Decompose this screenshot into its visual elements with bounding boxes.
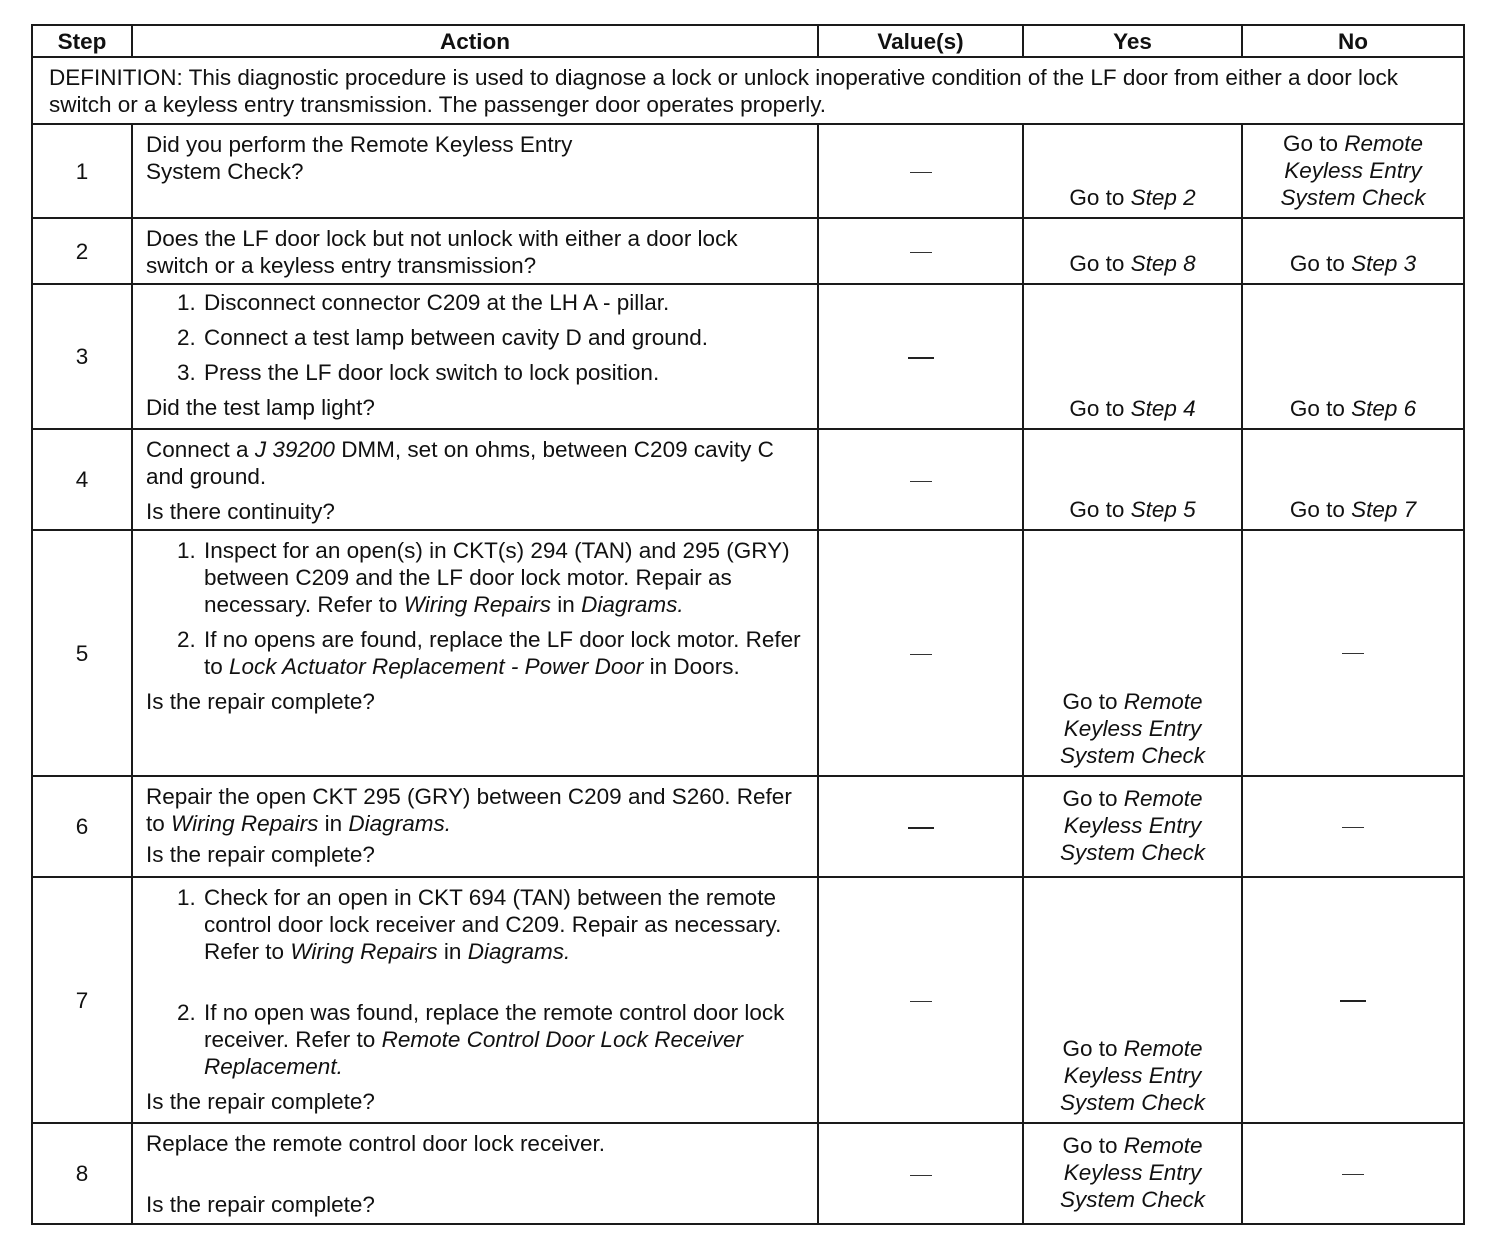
definition-row xyxy=(32,57,1464,124)
header-action: Action xyxy=(132,25,818,57)
no-target: Step 6 xyxy=(1351,396,1417,421)
value-dash xyxy=(910,1175,932,1176)
action-item: 1. Disconnect connector C209 at the LH A - pillar. xyxy=(202,289,809,316)
value-cell xyxy=(818,429,1023,530)
value-dash xyxy=(910,1001,932,1002)
value-dash xyxy=(910,654,932,655)
yes-cell: Go to Step 8 xyxy=(1023,218,1242,284)
value-dash xyxy=(910,172,932,173)
action-item: 3. Press the LF door lock switch to lock position. xyxy=(202,359,809,386)
action-text: Connect a J 39200 DMM, set on ohms, between C209 cavity C and ground. xyxy=(146,437,774,489)
ref-wiring-repairs: Wiring Repairs xyxy=(403,592,552,617)
no-dash xyxy=(1342,1174,1364,1175)
diagnostic-table xyxy=(31,24,1465,1225)
step-number: 2 xyxy=(32,218,132,284)
action-cell xyxy=(132,776,818,877)
action-item: 2. If no opens are found, replace the LF door lock motor. Refer to Lock Actuator Replacement - Power Door in Doors. xyxy=(202,626,802,680)
no-dash xyxy=(1340,1000,1366,1002)
action-text: Did you perform the Remote Keyless Entry System Check? xyxy=(146,132,573,184)
action-cell xyxy=(132,429,818,530)
action-cell xyxy=(132,1123,818,1224)
no-target: Step 3 xyxy=(1351,251,1417,276)
action-question: Is the repair complete? xyxy=(146,689,375,714)
step-number: 7 xyxy=(32,877,132,1123)
no-cell xyxy=(1242,530,1464,776)
yes-cell: Go to Remote Keyless Entry System Check xyxy=(1023,877,1242,1123)
action-cell xyxy=(132,877,818,1123)
action-question: Is the repair complete? xyxy=(146,1089,375,1114)
ref-diagrams: Diagrams. xyxy=(581,592,684,617)
no-dash xyxy=(1342,653,1364,654)
no-target: Step 7 xyxy=(1351,497,1417,522)
action-text: Repair the open CKT 295 (GRY) between C209 and S260. Refer to Wiring Repairs in Diagrams. xyxy=(146,784,792,836)
table-row xyxy=(32,776,1464,877)
step-number: 4 xyxy=(32,429,132,530)
ref-diagrams: Diagrams. xyxy=(467,939,571,964)
no-cell xyxy=(1242,877,1464,1123)
value-cell xyxy=(818,284,1023,429)
ref-lock-actuator: Lock Actuator Replacement - Power Door xyxy=(229,654,644,679)
action-item: 1. Check for an open in CKT 694 (TAN) between the remote control door lock receiver and C209. Repair as necessary. Refer to Wiring Repairs in Diagrams. xyxy=(202,884,812,965)
yes-cell: Go to Step 4 xyxy=(1023,284,1242,429)
no-dash xyxy=(1342,827,1364,828)
step-number: 1 xyxy=(32,124,132,218)
yes-cell: Go to Remote Keyless Entry System Check xyxy=(1023,776,1242,877)
yes-target: Step 2 xyxy=(1130,185,1196,210)
value-dash xyxy=(908,357,934,359)
action-list xyxy=(146,884,812,1080)
step-number: 3 xyxy=(32,284,132,429)
ref-receiver-replacement: Remote Control Door Lock Receiver Replacement. xyxy=(204,1027,743,1079)
step-number: 6 xyxy=(32,776,132,877)
ref-wiring-repairs: Wiring Repairs xyxy=(290,939,438,964)
table-row xyxy=(32,1123,1464,1224)
ref-wiring-repairs: Wiring Repairs xyxy=(171,811,319,836)
value-cell xyxy=(818,530,1023,776)
value-cell xyxy=(818,218,1023,284)
table-row xyxy=(32,530,1464,776)
header-yes: Yes xyxy=(1023,25,1242,57)
header-row xyxy=(32,25,1464,57)
value-dash xyxy=(910,252,932,253)
no-cell: Go to Remote Keyless Entry System Check xyxy=(1242,124,1464,218)
action-list xyxy=(146,289,809,386)
step-number: 8 xyxy=(32,1123,132,1224)
table-row xyxy=(32,124,1464,218)
value-cell xyxy=(818,124,1023,218)
value-cell xyxy=(818,877,1023,1123)
action-item: 2. If no open was found, replace the remote control door lock receiver. Refer to Remote Control Door Lock Receiver Replacement. xyxy=(202,999,812,1080)
yes-target: Step 5 xyxy=(1130,497,1196,522)
table-row xyxy=(32,218,1464,284)
action-text: Does the LF door lock but not unlock with either a door lock switch or a keyless entry transmission? xyxy=(146,226,738,278)
no-cell xyxy=(1242,1123,1464,1224)
yes-cell: Go to Remote Keyless Entry System Check xyxy=(1023,530,1242,776)
action-question: Is the repair complete? xyxy=(146,1192,375,1217)
action-cell xyxy=(132,124,818,218)
action-question: Is the repair complete? xyxy=(146,842,375,867)
value-dash xyxy=(910,481,932,482)
no-cell: Go to Step 3 xyxy=(1242,218,1464,284)
action-list xyxy=(146,537,802,680)
yes-cell: Go to Remote Keyless Entry System Check xyxy=(1023,1123,1242,1224)
table-row xyxy=(32,877,1464,1123)
action-text: Replace the remote control door lock receiver. xyxy=(146,1131,605,1156)
action-item: 1. Inspect for an open(s) in CKT(s) 294 (TAN) and 295 (GRY) between C209 and the LF door lock motor. Repair as necessary. Refer to Wiring Repairs in Diagrams. xyxy=(202,537,802,618)
action-cell xyxy=(132,218,818,284)
table-row xyxy=(32,284,1464,429)
value-cell xyxy=(818,776,1023,877)
action-question: Did the test lamp light? xyxy=(146,395,375,420)
action-cell xyxy=(132,284,818,429)
no-cell: Go to Step 7 xyxy=(1242,429,1464,530)
yes-target: Step 8 xyxy=(1130,251,1196,276)
table-row xyxy=(32,429,1464,530)
value-cell xyxy=(818,1123,1023,1224)
action-item: 2. Connect a test lamp between cavity D and ground. xyxy=(202,324,809,351)
header-no: No xyxy=(1242,25,1464,57)
value-dash xyxy=(908,827,934,829)
action-cell xyxy=(132,530,818,776)
yes-cell: Go to Step 5 xyxy=(1023,429,1242,530)
tool-name: J 39200 xyxy=(254,437,335,462)
header-values: Value(s) xyxy=(818,25,1023,57)
action-question: Is there continuity? xyxy=(146,499,335,524)
no-cell: Go to Step 6 xyxy=(1242,284,1464,429)
header-step: Step xyxy=(32,25,132,57)
step-number: 5 xyxy=(32,530,132,776)
no-cell xyxy=(1242,776,1464,877)
yes-target: Step 4 xyxy=(1130,396,1196,421)
ref-diagrams: Diagrams. xyxy=(348,811,451,836)
definition-text: DEFINITION: This diagnostic procedure is used to diagnose a lock or unlock inoperative condition of the LF door from either a door lock switch or a keyless entry transmission. The passenger door operates properly. xyxy=(32,57,1464,124)
yes-cell: Go to Step 2 xyxy=(1023,124,1242,218)
